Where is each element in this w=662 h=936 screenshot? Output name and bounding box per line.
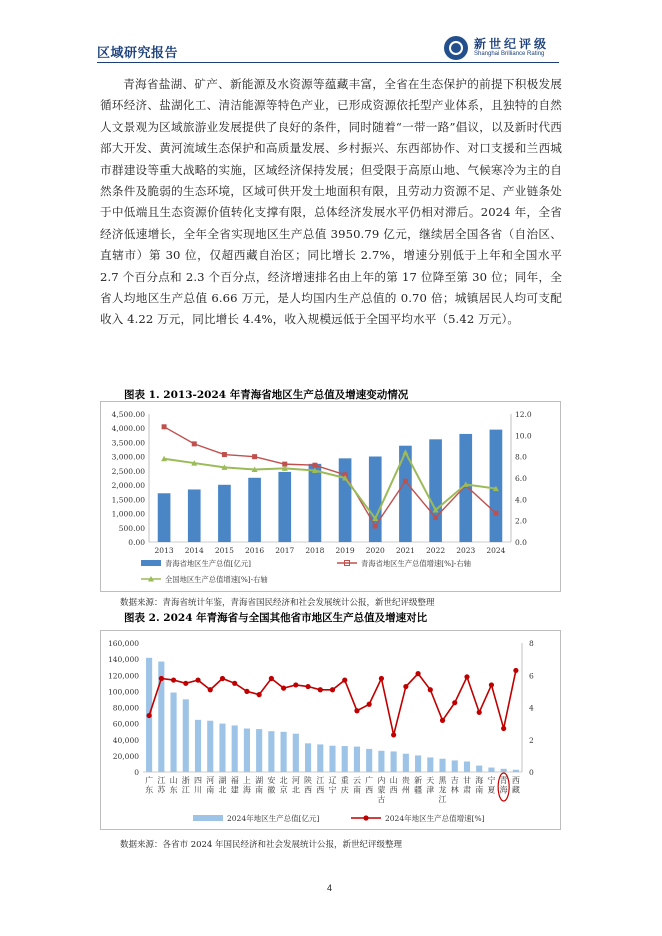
line-series-2 bbox=[164, 452, 496, 518]
x-tick-label: 天 bbox=[426, 776, 435, 785]
point-qinghai-growth bbox=[373, 524, 378, 529]
x-tick-label: 蒙 bbox=[377, 785, 386, 795]
point-growth-青海 bbox=[501, 726, 506, 731]
x-tick-label: 徽 bbox=[267, 785, 276, 795]
x-tick-label: 广 bbox=[365, 776, 374, 785]
x-tick-label: 2024 bbox=[486, 546, 506, 555]
point-growth-云南 bbox=[354, 708, 359, 713]
x-tick-label: 南 bbox=[255, 785, 264, 795]
legend-swatch bbox=[141, 560, 161, 566]
x-tick-label: 2021 bbox=[395, 546, 415, 555]
point-growth-黑龙江 bbox=[440, 718, 445, 723]
y2-tick-label: 0.0 bbox=[515, 538, 527, 547]
point-growth-内蒙古 bbox=[379, 676, 384, 681]
x-tick-label: 湖 bbox=[218, 776, 227, 785]
bar-内蒙古 bbox=[378, 751, 384, 772]
y-tick-label: 80,000 bbox=[112, 703, 139, 713]
legend-marker bbox=[363, 815, 368, 820]
y-tick-label: 1,000.00 bbox=[111, 509, 145, 519]
bar-2013 bbox=[158, 493, 171, 542]
y-tick-label: 3,000.00 bbox=[111, 452, 145, 462]
bar-上海 bbox=[244, 729, 250, 772]
point-qinghai-growth bbox=[162, 424, 167, 429]
figure2-title: 图表 2. 2024 年青海省与全国其他省市地区生产总值及增速对比 bbox=[124, 612, 428, 624]
x-tick-label: 内 bbox=[377, 776, 386, 785]
bar-2015 bbox=[218, 485, 231, 542]
x-tick-label: 西 bbox=[389, 785, 398, 795]
x-tick-label: 福 bbox=[230, 776, 239, 785]
point-growth-浙江 bbox=[183, 681, 188, 686]
legend-label: 全国地区生产总值增速[%]-右轴 bbox=[165, 575, 268, 584]
point-growth-湖南 bbox=[257, 692, 262, 697]
x-tick-label: 上 bbox=[242, 776, 251, 785]
x-tick-label: 西 bbox=[316, 785, 325, 795]
y-tick-label: 160,000 bbox=[107, 639, 139, 648]
point-growth-安徽 bbox=[269, 676, 274, 681]
y-tick-label: 4,500.00 bbox=[111, 410, 145, 419]
x-tick-label: 北 bbox=[218, 785, 227, 795]
legend-label: 青海省地区生产总值增速[%]-右轴 bbox=[361, 559, 471, 568]
x-tick-label: 辽 bbox=[328, 776, 337, 785]
bar-浙江 bbox=[183, 699, 189, 772]
bar-湖南 bbox=[256, 729, 262, 772]
report-section-title: 区域研究报告 bbox=[97, 46, 179, 61]
x-tick-label: 建 bbox=[230, 785, 239, 795]
y-tick-label: 4,000.00 bbox=[111, 424, 145, 434]
x-tick-label: 北 bbox=[291, 785, 300, 795]
bar-青海 bbox=[501, 769, 507, 772]
y2-tick-label: 10.0 bbox=[515, 431, 532, 441]
y-tick-label: 3,500.00 bbox=[111, 438, 145, 448]
bar-甘肃 bbox=[464, 762, 470, 772]
point-growth-山东 bbox=[171, 677, 176, 682]
bar-吉林 bbox=[452, 760, 458, 772]
point-qinghai-growth bbox=[222, 452, 227, 457]
x-tick-label: 藏 bbox=[511, 785, 520, 795]
y2-tick-label: 8 bbox=[529, 639, 534, 648]
legend-label: 2024年地区生产总值增速[%] bbox=[385, 814, 485, 823]
bar-安徽 bbox=[268, 731, 274, 772]
x-tick-label: 宁 bbox=[328, 785, 337, 795]
bar-黑龙江 bbox=[439, 759, 445, 772]
point-growth-湖北 bbox=[220, 676, 225, 681]
point-growth-甘肃 bbox=[464, 674, 469, 679]
bar-辽宁 bbox=[329, 746, 335, 772]
x-tick-label: 东 bbox=[169, 785, 178, 795]
x-tick-label: 重 bbox=[340, 776, 349, 785]
x-tick-label: 浙 bbox=[181, 776, 190, 785]
point-growth-河南 bbox=[208, 687, 213, 692]
point-qinghai-growth bbox=[252, 454, 257, 459]
y-tick-label: 100,000 bbox=[107, 687, 139, 697]
x-tick-label: 庆 bbox=[340, 785, 349, 795]
y-tick-label: 1,500.00 bbox=[111, 495, 145, 505]
bar-重庆 bbox=[342, 746, 348, 772]
legend-swatch-bar bbox=[193, 815, 223, 821]
legend-label: 青海省地区生产总值[亿元] bbox=[165, 559, 251, 568]
point-growth-辽宁 bbox=[330, 687, 335, 692]
point-growth-西藏 bbox=[513, 668, 518, 673]
bar-海南 bbox=[476, 766, 482, 772]
y-tick-label: 40,000 bbox=[112, 735, 139, 745]
legend-label: 2024年地区生产总值[亿元] bbox=[227, 814, 320, 823]
x-tick-label: 山 bbox=[169, 776, 178, 785]
x-tick-label: 2020 bbox=[365, 546, 385, 555]
y2-tick-label: 8.0 bbox=[515, 452, 527, 462]
bar-2019 bbox=[339, 458, 352, 542]
x-tick-label: 陕 bbox=[304, 776, 313, 785]
x-tick-label: 苏 bbox=[157, 785, 166, 795]
bar-陕西 bbox=[305, 743, 311, 772]
brand-logo bbox=[444, 36, 554, 62]
point-qinghai-growth bbox=[192, 441, 197, 446]
y2-tick-label: 2 bbox=[529, 735, 534, 745]
x-tick-label: 川 bbox=[194, 785, 203, 795]
point-growth-江苏 bbox=[159, 676, 164, 681]
x-tick-label: 疆 bbox=[414, 785, 423, 795]
bar-广西 bbox=[366, 749, 372, 772]
x-tick-label: 2014 bbox=[184, 546, 204, 555]
x-tick-label: 林 bbox=[450, 785, 459, 795]
point-qinghai-growth bbox=[312, 463, 317, 468]
point-growth-四川 bbox=[195, 677, 200, 682]
x-tick-label: 2019 bbox=[335, 546, 355, 555]
bar-2016 bbox=[248, 478, 261, 542]
point-growth-海南 bbox=[477, 710, 482, 715]
bar-宁夏 bbox=[488, 768, 494, 772]
y2-tick-label: 12.0 bbox=[515, 410, 532, 419]
y-tick-label: 2,000.00 bbox=[111, 481, 145, 491]
y2-tick-label: 2.0 bbox=[515, 516, 527, 526]
bar-贵州 bbox=[403, 754, 409, 772]
x-tick-label: 东 bbox=[145, 785, 154, 795]
point-growth-北京 bbox=[281, 686, 286, 691]
x-tick-label: 宁 bbox=[487, 776, 496, 785]
body-paragraph: 青海省盐湖、矿产、新能源及水资源等蕴藏丰富，全省在生态保护的前提下积极发展循环经济、盐湖化工、清洁能源等特色产业，已形成资源依托型产业体系，且独特的自然人文景观为区域旅游业发展提供了良好的条件，同时随着“一带一路”倡议，以及新时代西部大开发、黄河流域生态保护和高质量发展、乡村振兴、东西部协作、对口支援和兰西城市群建设等重大战略的实施，区域经济保持发展；但受限于高原山地、气候寒冷为主的自然条件及脆弱的生态环境，区域可供开发土地面积有限，且劳动力资源不足、产业链条处于中低端且生态资源价值转化支撑有限，总体经济发展水平仍相对滞后。2024 年，全省经济低速增长，全年全省实现地区生产总值 3950.79 亿元，继续居全国各省（自治区、直辖市）第 30 位，仅超西藏自治区；同比增长 2.7%，增速分别低于上年和全国水平 2.7 个百分点和 2.3 个百分点，经济增速排名由上年的第 17 位降至第 30 位；同年，全省人均地区生产总值 6.66 万元，是人均国内生产总值的 0.70 倍；城镇居民人均可支配收入 4.22 万元，同比增长 4.4%，收入规模远低于全国平均水平（5.42 万元）。 bbox=[100, 77, 562, 327]
x-tick-label: 吉 bbox=[450, 776, 459, 785]
x-tick-label: 2017 bbox=[275, 546, 295, 555]
bar-河南 bbox=[207, 721, 213, 772]
bar-2020 bbox=[369, 456, 382, 542]
x-tick-label: 2013 bbox=[154, 546, 174, 555]
header-divider bbox=[97, 62, 559, 63]
y2-tick-label: 4.0 bbox=[515, 495, 527, 505]
x-tick-label: 古 bbox=[377, 795, 386, 804]
point-growth-河北 bbox=[293, 682, 298, 687]
x-tick-label: 2015 bbox=[214, 546, 234, 555]
y-tick-label: 140,000 bbox=[107, 655, 139, 665]
y-tick-label: 2,500.00 bbox=[111, 466, 145, 476]
bar-云南 bbox=[354, 747, 360, 772]
figure1-title: 图表 1. 2013-2024 年青海省地区生产总值及增速变动情况 bbox=[124, 389, 409, 401]
point-growth-吉林 bbox=[452, 700, 457, 705]
x-tick-label: 州 bbox=[401, 785, 410, 795]
bar-山西 bbox=[391, 751, 397, 772]
x-tick-label: 海 bbox=[475, 776, 484, 785]
x-tick-label: 江 bbox=[438, 795, 447, 804]
figure1-frame bbox=[100, 401, 561, 592]
x-tick-label: 肃 bbox=[462, 785, 471, 795]
bar-江西 bbox=[317, 744, 323, 772]
bar-2022 bbox=[429, 439, 442, 542]
bar-湖北 bbox=[219, 724, 225, 772]
point-growth-陕西 bbox=[305, 684, 310, 689]
x-tick-label: 2018 bbox=[305, 546, 325, 555]
figure2-frame bbox=[100, 630, 561, 830]
x-tick-label: 龙 bbox=[438, 785, 447, 795]
x-tick-label: 江 bbox=[316, 776, 325, 785]
x-tick-label: 京 bbox=[279, 785, 288, 795]
figure1-chart bbox=[101, 402, 560, 591]
y2-tick-label: 0 bbox=[529, 768, 534, 777]
x-tick-label: 南 bbox=[206, 785, 215, 795]
y-tick-label: 0 bbox=[134, 768, 139, 777]
logo-english-name: Shanghai Brilliance Rating bbox=[474, 51, 545, 57]
bar-福建 bbox=[232, 725, 238, 772]
x-tick-label: 海 bbox=[242, 785, 251, 795]
x-tick-label: 海 bbox=[499, 785, 508, 795]
y2-tick-label: 4 bbox=[529, 703, 534, 713]
point-growth-新疆 bbox=[415, 671, 420, 676]
x-tick-label: 江 bbox=[181, 785, 190, 795]
x-tick-label: 青 bbox=[499, 776, 508, 785]
line-growth bbox=[149, 670, 516, 735]
point-growth-福建 bbox=[232, 681, 237, 686]
x-tick-label: 湖 bbox=[255, 776, 264, 785]
point-growth-山西 bbox=[391, 732, 396, 737]
x-tick-label: 西 bbox=[304, 785, 313, 795]
x-tick-label: 西 bbox=[365, 785, 374, 795]
point-qinghai-growth bbox=[493, 511, 498, 516]
x-tick-label: 黑 bbox=[438, 776, 447, 785]
point-growth-江西 bbox=[318, 687, 323, 692]
bar-天津 bbox=[427, 757, 433, 772]
line-series-1 bbox=[164, 427, 496, 526]
page-number: 4 bbox=[327, 883, 333, 893]
x-tick-label: 新 bbox=[414, 776, 423, 785]
bar-西藏 bbox=[513, 770, 519, 772]
x-tick-label: 贵 bbox=[401, 776, 410, 785]
bar-山东 bbox=[171, 693, 177, 772]
point-growth-广东 bbox=[147, 713, 152, 718]
x-tick-label: 2023 bbox=[456, 546, 476, 555]
bar-新疆 bbox=[415, 755, 421, 772]
x-tick-label: 云 bbox=[352, 776, 361, 785]
x-tick-label: 安 bbox=[267, 776, 276, 785]
x-tick-label: 津 bbox=[426, 785, 435, 795]
point-growth-宁夏 bbox=[489, 682, 494, 687]
bar-2017 bbox=[278, 472, 291, 542]
figure1-source: 数据来源：青海省统计年鉴，青海省国民经济和社会发展统计公报，新世纪评级整理 bbox=[120, 598, 435, 608]
bar-四川 bbox=[195, 720, 201, 772]
y-tick-label: 500.00 bbox=[118, 523, 145, 533]
x-tick-label: 甘 bbox=[462, 776, 471, 785]
x-tick-label: 江 bbox=[157, 776, 166, 785]
x-tick-label: 河 bbox=[291, 776, 300, 785]
y-tick-label: 60,000 bbox=[112, 719, 139, 729]
y-tick-label: 120,000 bbox=[107, 671, 139, 681]
point-growth-天津 bbox=[428, 687, 433, 692]
y-tick-label: 20,000 bbox=[112, 751, 139, 761]
y2-tick-label: 6 bbox=[529, 671, 534, 681]
x-tick-label: 西 bbox=[511, 776, 520, 785]
x-tick-label: 2016 bbox=[245, 546, 265, 555]
x-tick-label: 南 bbox=[352, 785, 361, 795]
x-tick-label: 2022 bbox=[426, 546, 446, 555]
bar-河北 bbox=[293, 734, 299, 772]
x-tick-label: 南 bbox=[475, 785, 484, 795]
figure2-chart bbox=[101, 631, 560, 829]
point-qinghai-growth bbox=[403, 479, 408, 484]
bar-北京 bbox=[281, 732, 287, 772]
x-tick-label: 广 bbox=[145, 776, 154, 785]
x-tick-label: 河 bbox=[206, 776, 215, 785]
x-tick-label: 山 bbox=[389, 776, 398, 785]
point-growth-广西 bbox=[367, 702, 372, 707]
point-qinghai-growth bbox=[433, 515, 438, 520]
bar-2018 bbox=[309, 464, 322, 542]
x-tick-label: 四 bbox=[194, 776, 203, 785]
point-growth-重庆 bbox=[342, 677, 347, 682]
y-tick-label: 0.00 bbox=[128, 538, 145, 547]
y2-tick-label: 6.0 bbox=[515, 474, 527, 483]
x-tick-label: 夏 bbox=[487, 785, 496, 795]
bar-2014 bbox=[188, 489, 201, 542]
figure2-source: 数据来源：各省市 2024 年国民经济和社会发展统计公报，新世纪评级整理 bbox=[120, 840, 403, 850]
x-tick-label: 北 bbox=[279, 776, 288, 785]
point-growth-上海 bbox=[244, 689, 249, 694]
point-growth-贵州 bbox=[403, 684, 408, 689]
logo-chinese-name: 新世纪评级 bbox=[474, 37, 550, 51]
logo-emblem-icon bbox=[444, 36, 468, 60]
